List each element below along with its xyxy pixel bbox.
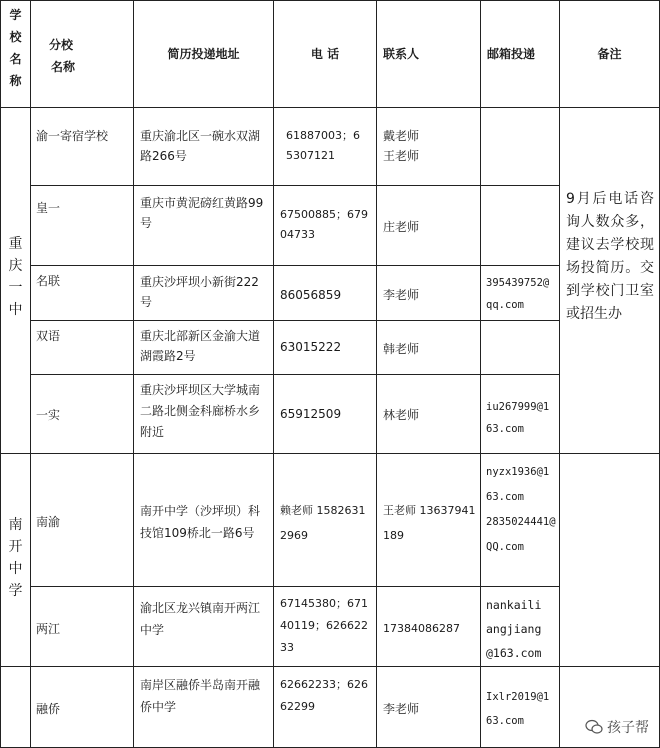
address: 重庆市黄泥磅红黄路99 号 [140, 196, 264, 230]
branch-name: 一实 [36, 408, 61, 422]
phone: 62662233；626 62299 [280, 678, 368, 713]
address: 南开中学（沙坪坝）科 技馆109桥北一路6号 [140, 504, 261, 540]
header-school-name: 学 校 名 称 [9, 8, 22, 88]
header-phone: 电 话 [310, 47, 340, 61]
contact: 李老师 [383, 288, 420, 302]
watermark [582, 716, 652, 738]
branch-name: 融侨 [36, 702, 61, 716]
phone: 赖老师 1582631 2969 [280, 504, 366, 542]
contact: 17384086287 [383, 622, 460, 635]
contact: 韩老师 [383, 342, 420, 356]
email: 395439752@ qq.com [486, 277, 550, 311]
school-name-chongqing-1: 重 庆 一 中 [8, 236, 23, 318]
header-contact: 联系人 [383, 47, 420, 61]
contact: 戴老师 王老师 [383, 129, 420, 163]
address: 重庆沙坪坝小新街222 号 [140, 275, 259, 309]
phone: 65912509 [280, 407, 342, 421]
header-email: 邮箱投递 [487, 47, 536, 61]
header-branch-name: 分校 名称 [49, 38, 76, 74]
wechat-icon [585, 719, 603, 735]
branch-name: 南渝 [36, 515, 61, 529]
contact: 林老师 [383, 408, 420, 422]
branch-name: 皇一 [36, 201, 61, 215]
school-name-nankai: 南 开 中 学 [8, 517, 23, 599]
address: 南岸区融侨半岛南开融 侨中学 [140, 678, 261, 714]
branch-name: 名联 [36, 274, 61, 288]
address: 重庆北部新区金渝大道 湖霞路2号 [140, 329, 261, 363]
phone: 67500885；679 04733 [280, 208, 368, 241]
address: 重庆沙坪坝区大学城南 二路北侧金科廊桥水乡 附近 [140, 383, 261, 439]
phone: 67145380；671 40119；626622 33 [280, 597, 368, 654]
address: 渝北区龙兴镇南开两江 中学 [140, 601, 261, 637]
note-text: 9月后电话咨询人数众多，建议去学校现场投简历。交到学校门卫室或招生办 [566, 191, 654, 322]
email: nankaili angjiang @163.com [486, 598, 542, 660]
watermark-text: 孩子帮 [607, 720, 649, 736]
email: nyzx1936@1 63.com 2835024441@ QQ.com [486, 466, 556, 553]
header-note: 备注 [597, 47, 622, 61]
header-address: 简历投递地址 [167, 47, 240, 61]
contact: 李老师 [383, 702, 420, 716]
email: iu267999@1 63.com [486, 401, 550, 435]
branch-name: 两江 [36, 622, 61, 636]
phone: 61887003；6 5307121 [286, 129, 360, 162]
branch-name: 渝一寄宿学校 [36, 129, 109, 143]
phone: 63015222 [280, 340, 342, 354]
address: 重庆渝北区一碗水双湖 路266号 [140, 129, 261, 163]
contact: 庄老师 [383, 220, 420, 234]
phone: 86056859 [280, 288, 342, 302]
email: Ixlr2019@1 63.com [486, 691, 550, 727]
branch-name: 双语 [36, 329, 61, 343]
contact: 王老师 13637941 189 [383, 504, 476, 542]
